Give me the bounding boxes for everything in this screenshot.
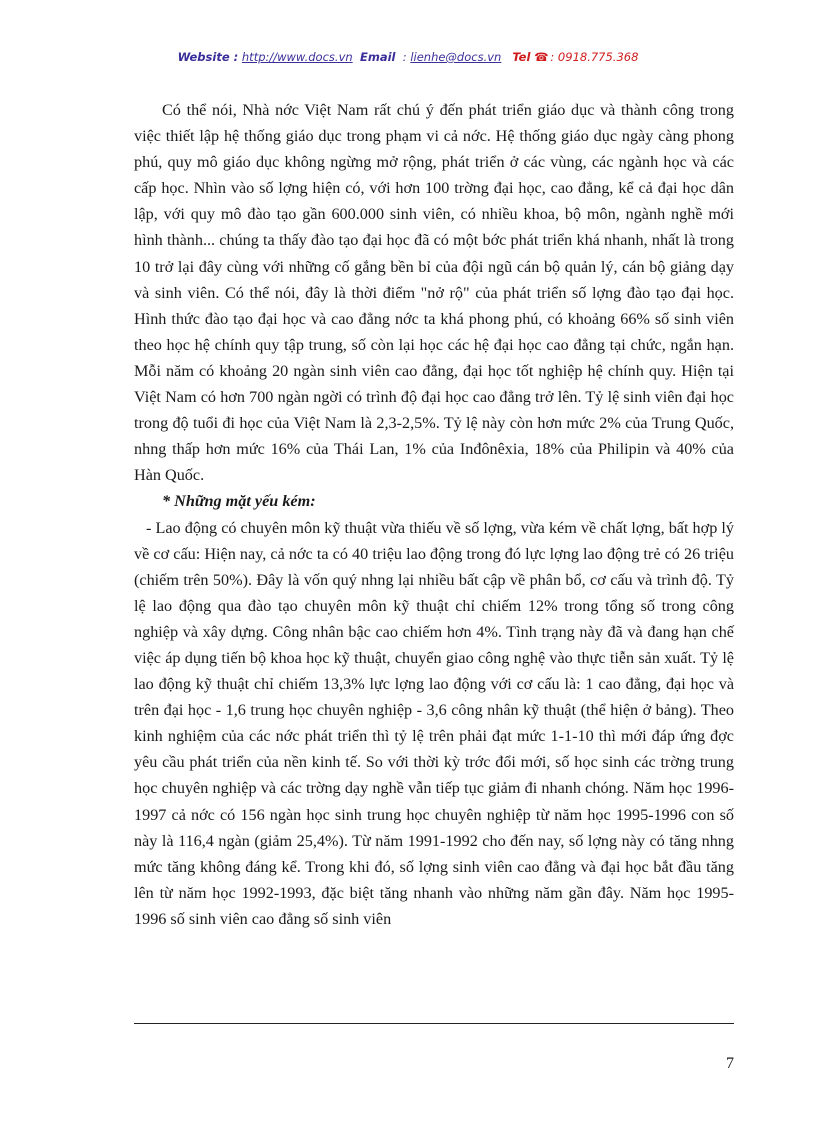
page-header: [0, 50, 816, 64]
email-link[interactable]: lienhe@docs.vn: [410, 50, 502, 64]
email-separator: :: [402, 50, 407, 64]
section-heading-weaknesses: * Những mặt yếu kém:: [162, 492, 316, 511]
tel-label: Tel: [512, 50, 531, 64]
tel-number: : 0918.775.368: [550, 50, 639, 64]
footer-divider: [134, 1023, 734, 1024]
page-number: 7: [726, 1055, 734, 1072]
paragraph-intro: Có thể nói, Nhà nớc Việt Nam rất chú ý đến phát triển giáo dục và thành công trong việc thiết lập hệ thống giáo dục trong phạm vi cả nớc. Hệ thống giáo dục ngày càng phong phú, quy mô giáo dục không ngừng mở rộng, phát triển ở các vùng, các ngành học và các cấp học. Nhìn vào số lợng hiện có, với hơn 100 trờng đại học, cao đẳng, kể cả đại học dân lập, với quy mô đào tạo gần 600.000 sinh viên, có nhiều khoa, bộ môn, ngành nghề mới hình thành... chúng ta thấy đào tạo đại học đã có một bớc phát triển khá nhanh, nhất là trong 10 trở lại đây cùng với những cố gắng bền bỉ của đội ngũ cán bộ quản lý, cán bộ giảng dạy và sinh viên. Có thể nói, đây là thời điểm "nở rộ" của phát triển số lợng đào tạo đại học. Hình thức đào tạo đại học và cao đẳng nớc ta khá phong phú, có khoảng 66% số sinh viên theo học hệ chính quy tập trung, số còn lại học các hệ đại học cao đẳng tại chức, ngắn hạn. Mỗi năm có khoảng 20 ngàn sinh viên cao đẳng, đại học tốt nghiệp hệ chính quy. Hiện tại Việt Nam có hơn 700 ngàn ngời có trình độ đại học cao đẳng trở lên. Tỷ lệ sinh viên đại học trong độ tuổi đi học của Việt Nam là 2,3-2,5%. Tỷ lệ này còn hơn mức 2% của Trung Quốc, nhng thấp hơn mức 16% của Thái Lan, 1% của Inđônêxia, 18% của Philipin và 40% của Hàn Quốc.: [134, 101, 734, 485]
website-link[interactable]: http://www.docs.vn: [241, 50, 353, 64]
phone-icon: ☎: [534, 50, 549, 64]
document-body: [134, 97, 734, 932]
website-label: Website :: [177, 50, 239, 64]
email-label: Email: [359, 50, 396, 64]
paragraph-labor: - Lao động có chuyên môn kỹ thuật vừa thiếu về số lợng, vừa kém về chất lợng, bất hợp lý về cơ cấu: Hiện nay, cả nớc ta có 40 triệu lao động trong đó lực lợng lao động trẻ có 26 triệu (chiếm trên 50%). Đây là vốn quý nhng lại nhiều bất cập về phân bổ, cơ cấu và trình độ. Tỷ lệ lao động qua đào tạo chuyên môn kỹ thuật chỉ chiếm 12% trong tổng số trong công nghiệp và xây dựng. Công nhân bậc cao chiếm hơn 4%. Tình trạng này đã và đang hạn chế việc áp dụng tiến bộ khoa học kỹ thuật, chuyển giao công nghệ vào thực tiễn sản xuất. Tỷ lệ lao động kỹ thuật chỉ chiếm 13,3% lực lợng lao động với cơ cấu là: 1 cao đẳng, đại học và trên đại học - 1,6 trung học chuyên nghiệp - 3,6 công nhân kỹ thuật (thể hiện ở bảng). Theo kinh nghiệm của các nớc phát triển thì tỷ lệ trên phải đạt mức 1-1-10 thì mới đáp ứng đợc yêu cầu phát triển của nền kinh tế. So với thời kỳ trớc đổi mới, số học sinh các trờng trung học chuyên nghiệp và các trờng dạy nghề vẫn tiếp tục giảm đi nhanh chóng. Năm học 1996-1997 cả nớc có 156 ngàn học sinh trung học chuyên nghiệp từ năm học 1995-1996 con số này là 116,4 ngàn (giảm 25,4%). Từ năm 1991-1992 cho đến nay, số lợng này có tăng nhng mức tăng không đáng kể. Trong khi đó, số lợng sinh viên cao đẳng và đại học bắt đầu tăng lên từ năm học 1992-1993, đặc biệt tăng nhanh vào những năm gần đây. Năm học 1995-1996 số sinh viên cao đẳng số sinh viên: [134, 518, 734, 928]
